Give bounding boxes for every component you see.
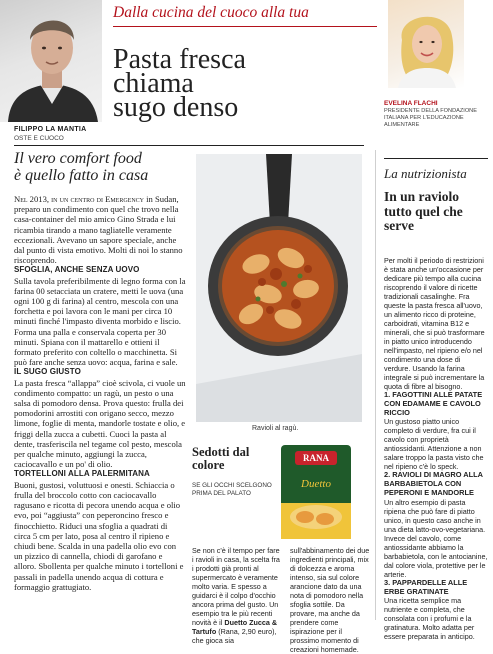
subhead-tortelloni: TORTELLONI ALLA PALERMITANA: [14, 469, 150, 479]
headline-line-2: chiama: [113, 68, 194, 99]
sedotti-text-1: Se non c'è il tempo per fare i ravioli in casa, la scelta fra i prodotti già pronti al supermercato è veramente molto varia. E spesso a guidarci è il colpo d'occhio ancora prima del gusto. Un esempio tra le più recenti novità è il: [192, 546, 280, 627]
product-name: Duetto: [301, 478, 331, 490]
left-article-body: [14, 194, 186, 592]
subhead-sugo: IL SUGO GIUSTO: [14, 367, 81, 377]
subhead-sfoglia: SFOGLIA, ANCHE SENZA UOVO: [14, 265, 140, 275]
recipe-1-text: Un gustoso piatto unico completo di verdure, fra cui il cavolo con proprietà antiossidanti. Attenzione a non salare troppo la pasta visto che nel ripieno c'è lo speck.: [384, 417, 484, 472]
ravioli-pan-photo: [196, 154, 362, 422]
recipe-3-heading: 3. PAPPARDELLE ALLE ERBE GRATINATE: [384, 577, 468, 596]
column-divider: [375, 150, 376, 620]
chef-role: OSTE E CUOCO: [14, 135, 64, 142]
paragraph-1: in Sudan, preparo un condimento con quel che trovo nella casa-container del mio amico Gino Strada e lui ricambia tirando a mano tagliatelle veramente eccezionali. Avevano un sapore speciale, anche dal punto di vista emotivo. Molti di noi lo stanno riscoprendo.: [14, 194, 183, 266]
product-brand: RANA: [303, 453, 329, 463]
headline-line-3: sugo denso: [113, 92, 239, 123]
sedotti-title: Sedotti dal colore: [192, 445, 250, 472]
nutritionist-title: In un raviolo tutto quel che serve: [384, 189, 463, 233]
intro-lead: Nel 2013, in un centro di Emergency: [14, 194, 145, 204]
left-article-title: [14, 150, 194, 184]
sedotti-text-1-tail: (Rana, 2,90 euro), che gioca sia: [192, 627, 277, 645]
page-headline: [113, 44, 383, 123]
paragraph-4: Buoni, gustosi, voluttuosi e onesti. Schiaccia o frulla del broccolo cotto con caciocavallo ragusano e ricotta di pecora unendo acqua e olio evo, poi “aggiusta” con peperoncino fresco e finocchietto. Riduci una sfoglia a quadrati di circa 5 cm per lato, posa al centro il ripieno e chiudi bene. Scalda in una padella olio evo con un pizzico di cannella, chiodi di garofano e alloro. Sbollenta per qualche minuto i tortelloni e passali in padella unendo acqua di cottura e formaggio grattugiato.: [14, 479, 184, 592]
paragraph-3: La pasta fresca “allappa” cioè scivola, ci vuole un condimento compatto: un ragù, un pesto o una salsa di pomodoro densa. Prova questo: frulla dei pomodorini arrostiti con origano secco, mezzo limone, foglie di menta, mandorle tostate e olio, e friggi della zucca a cubetti. Cuoci la pasta al dente, trasferiscila nel tegame col pesto, mescola per qualche minuto, aggiungi la zucca, caciocavallo e un po' di olio.: [14, 377, 186, 470]
rana-product-pack: [277, 443, 355, 541]
sedotti-column-2: sull'abbinamento dei due ingredienti principali, mix di dolcezza e aroma intenso, sia sul colore arancione dato da una nota di pomodoro nella sfoglia sottile. Da provare, ma anche da prendere come ispirazione per il prossimo momento di creazioni homemade.: [290, 546, 370, 654]
nutritionist-body: [384, 256, 488, 641]
paragraph-2: Sulla tavola preferibilmente di legno forma con la farina 00 setacciata un cratere, metti le uova (una ogni 100 g di farina) al centro, mescola con una forchetta e poi lavora con le mani per circa 10 minuti finché l'impasto diventa morbido e liscio. Forma una palla e conservala coperta per 30 minuti. Spiana con il mattarello e ottieni il formato preferito con coltello o macchinetta. Si può fare anche senza uovo: acqua, farina e sale.: [14, 275, 186, 368]
recipe-2-text: Un altro esempio di pasta ripiena che può fare di piatto unico, in questo caso anche in una dieta latto-ovo-vegetariana. Invece del cavolo, come antiossidante abbiamo la barbabietola, con le antocianine, dal colore viola, protettive per le arterie.: [384, 497, 488, 579]
photo-caption: Ravioli al ragù.: [252, 425, 299, 432]
recipe-2-heading: 2. RAVIOLI DI MAGRO ALLA BARBABIETOLA CON PEPERONI E MANDORLE: [384, 470, 483, 497]
headline-line-1: Pasta fresca: [113, 44, 246, 75]
nutritionist-section-tag: La nutrizionista: [384, 166, 467, 181]
chef-name: FILIPPO LA MANTIA: [14, 126, 87, 133]
left-title-line-2: è quello fatto in casa: [14, 167, 149, 184]
chef-portrait: [0, 0, 102, 122]
divider-left-top: [14, 145, 364, 146]
nutritionist-intro: Per molti il periodo di restrizioni è stata anche un'occasione per dedicare più tempo alla cucina riscoprendo il valore di ricette tradizionali casalinghe. Fra queste la pasta fresca all'uovo, un alimento ricco di proteine, carboidrati, vitamina B12 e minerali, che si può trasformare in piatto unico introducendo nell'impasto, nel ripieno e/o nel condimento una dose di verdure. Usando la farina integrale si può incrementare la quota di fibre al bisogno.: [384, 256, 485, 391]
sedotti-product-highlight: Duetto Zucca & Tartufo: [192, 618, 278, 636]
nutritionist-portrait: [388, 0, 464, 88]
section-tag: Dalla cucina del cuoco alla tua: [113, 4, 309, 21]
nutritionist-name: EVELINA FLACHI: [384, 100, 438, 107]
divider-right-top: [384, 158, 488, 159]
sedotti-column-1: [192, 546, 280, 645]
header-rule: [113, 26, 377, 27]
left-title-line-1: Il vero comfort food: [14, 150, 142, 167]
nutritionist-role: PRESIDENTE DELLA FONDAZIONE ITALIANA PER L'EDUCAZIONE ALIMENTARE: [384, 108, 477, 128]
recipe-1-heading: 1. FAGOTTINI ALLE PATATE CON EDAMAME E CAVOLO RICCIO: [384, 390, 483, 417]
sedotti-kicker: SE GLI OCCHI SCELGONO PRIMA DEL PALATO: [192, 482, 272, 497]
recipe-3-text: Una ricetta semplice ma nutriente e completa, che consolata con i profumi e la gratinatura. Molto adatta per essere preparata in anticipo.: [384, 596, 475, 642]
